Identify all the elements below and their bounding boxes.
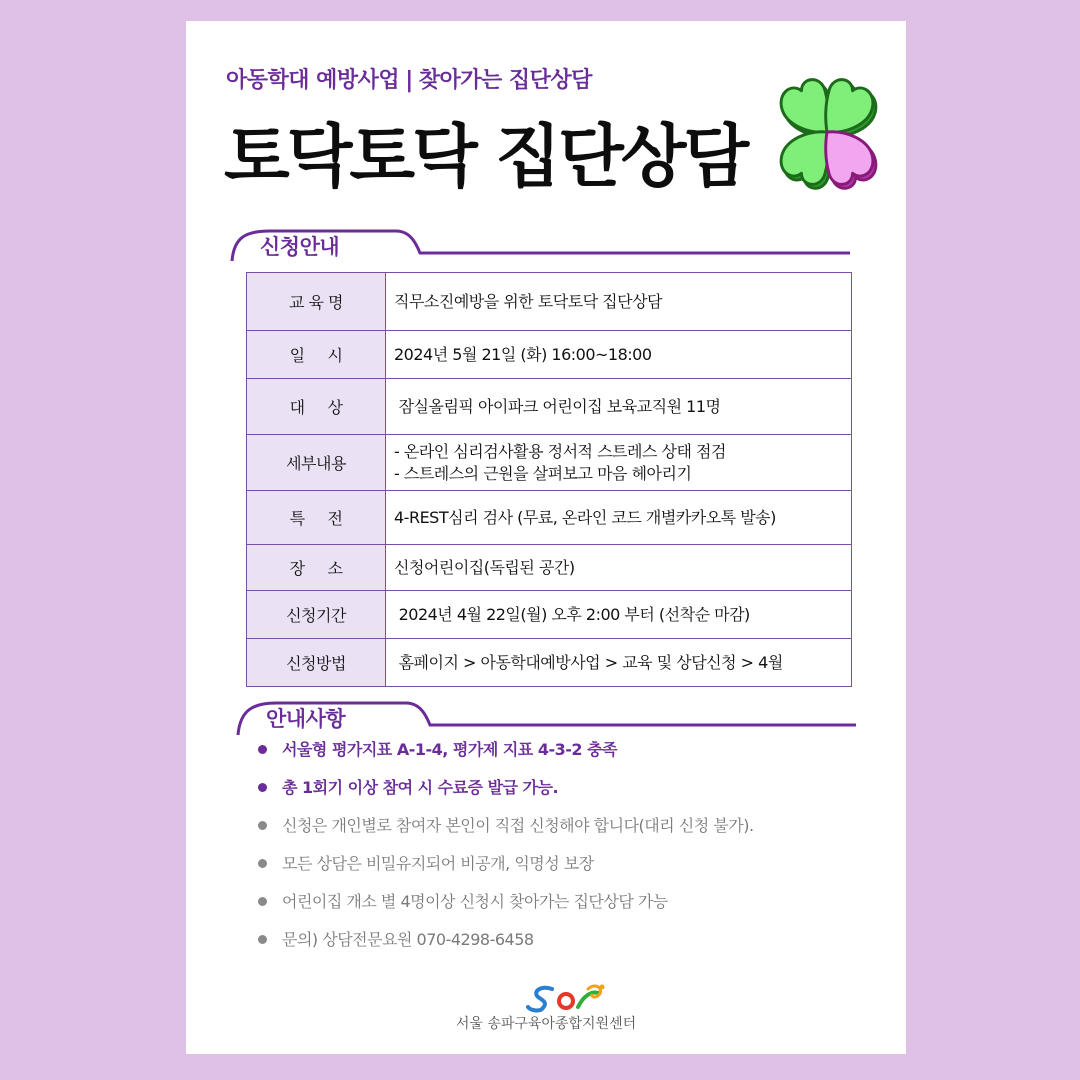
info-row [247, 491, 852, 545]
notice-text: 총 1회기 이상 참여 시 수료증 발급 가능. [282, 778, 559, 797]
info-key: 교 육 명 [247, 273, 386, 331]
info-key: 세부내용 [247, 435, 386, 491]
songpa-childcare-center-logo-icon [526, 983, 608, 1013]
info-key: 신청방법 [247, 639, 386, 687]
notice-text: 서울형 평가지표 A-1-4, 평가제 지표 4-3-2 충족 [282, 740, 617, 759]
notice-text: 어린이집 개소 별 4명이상 신청시 찾아가는 집단상담 가능 [282, 892, 668, 911]
notice-item [256, 885, 754, 923]
info-value-line: 2024년 4월 22일(월) 오후 2:00 부터 (선착순 마감) [394, 604, 750, 624]
program-subtitle [226, 63, 592, 94]
section-title-application: 신청안내 [260, 235, 340, 259]
notice-list [256, 733, 754, 961]
notice-item [256, 771, 754, 809]
bullet-icon [258, 745, 267, 754]
info-key: 특 전 [247, 491, 386, 545]
bullet-icon [258, 897, 267, 906]
notice-item [256, 847, 754, 885]
info-table [246, 272, 852, 687]
clover-icon [768, 73, 886, 191]
subtitle-left: 아동학대 예방사업 [226, 68, 400, 93]
info-row [247, 273, 852, 331]
notice-text: 신청은 개인별로 참여자 본인이 직접 신청해야 합니다(대리 신청 불가). [282, 816, 754, 835]
info-value [386, 591, 852, 639]
info-value-line: 신청어린이집(독립된 공간) [394, 557, 575, 577]
info-row [247, 435, 852, 491]
info-key: 대 상 [247, 379, 386, 435]
bullet-icon [258, 859, 267, 868]
notice-item [256, 923, 754, 961]
bullet-icon [258, 935, 267, 944]
organization-name: 서울 송파구육아종합지원센터 [455, 1016, 637, 1032]
section-notice [236, 701, 860, 737]
info-row [247, 331, 852, 379]
info-row [247, 379, 852, 435]
section-title-notice: 안내사항 [266, 707, 346, 731]
info-value [386, 331, 852, 379]
info-key: 장 소 [247, 545, 386, 591]
info-key: 일 시 [247, 331, 386, 379]
subtitle-separator: | [405, 68, 413, 93]
info-row [247, 591, 852, 639]
info-value-line: - 온라인 심리검사활용 정서적 스트레스 상태 점검 [394, 441, 726, 461]
bullet-icon [258, 783, 267, 792]
info-value-line: - 스트레스의 근원을 살펴보고 마음 헤아리기 [394, 463, 692, 483]
page-title: 토닥토닥 집단상담 [224, 118, 747, 197]
info-row [247, 545, 852, 591]
subtitle-right: 찾아가는 집단상담 [418, 68, 592, 93]
info-value-line: 직무소진예방을 위한 토닥토닥 집단상담 [394, 291, 663, 311]
notice-text: 모든 상담은 비밀유지되어 비공개, 익명성 보장 [282, 854, 594, 873]
section-application-info [230, 229, 854, 265]
info-row [247, 639, 852, 687]
info-value [386, 379, 852, 435]
bullet-icon [258, 821, 267, 830]
info-value [386, 545, 852, 591]
info-key: 신청기간 [247, 591, 386, 639]
notice-text: 문의) 상담전문요원 070-4298-6458 [282, 930, 534, 949]
info-value [386, 491, 852, 545]
info-value-line: 홈페이지 > 아동학대예방사업 > 교육 및 상담신청 > 4월 [394, 652, 783, 672]
notice-item [256, 733, 754, 771]
info-value-line: 4-REST심리 검사 (무료, 온라인 코드 개별카카오톡 발송) [394, 507, 776, 527]
poster [186, 21, 906, 1054]
info-value-line: 잠실올림픽 아이파크 어린이집 보육교직원 11명 [394, 396, 721, 416]
info-value [386, 435, 852, 491]
info-value [386, 639, 852, 687]
info-value-line: 2024년 5월 21일 (화) 16:00~18:00 [394, 344, 652, 364]
notice-item [256, 809, 754, 847]
info-value [386, 273, 852, 331]
